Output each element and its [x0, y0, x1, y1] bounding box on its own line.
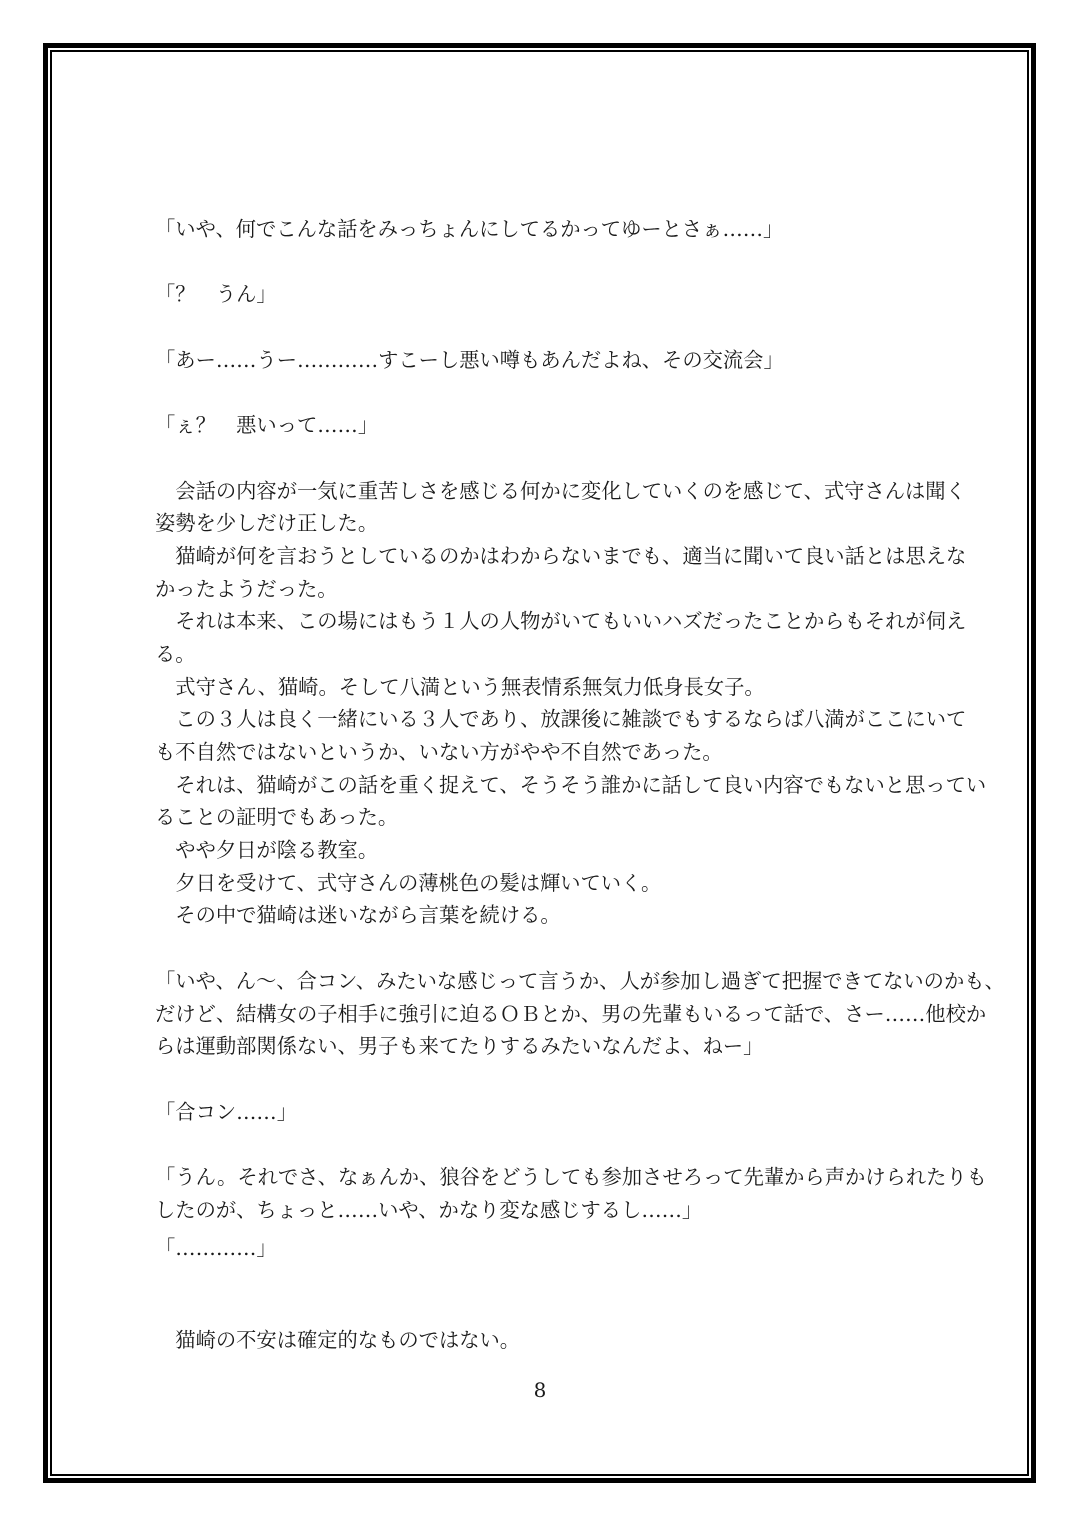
- text-line: それは、猫崎がこの話を重く捉えて、そうそう誰かに話して良い内容でもないと思ってい: [155, 772, 987, 797]
- text-line: 「いや、ん～、合コン、みたいな感じって言うか、人が参加し過ぎて把握できてないのかも、: [155, 968, 1005, 993]
- text-line: も不自然ではないというか、いない方がやや不自然であった。: [155, 740, 723, 764]
- blank-line: [155, 1063, 945, 1096]
- blank-line: [155, 1292, 945, 1325]
- text-line: 夕日を受けて、式守さんの薄桃色の髪は輝いていく。: [155, 870, 662, 895]
- blank-line: [155, 246, 945, 279]
- text-line: 猫崎の不安は確定的なものではない。: [155, 1328, 521, 1353]
- text-line: 「うん。それでさ、なぁんか、狼谷をどうしても参加させろって先輩から声かけられたりも: [155, 1164, 987, 1189]
- text-line: それは本来、この場にはもう１人の人物がいてもいいハズだったことからもそれが伺え: [155, 609, 967, 634]
- text-line: したのが、ちょっと……いや、かなり変な感じするし……」: [155, 1197, 703, 1222]
- blank-line: [155, 1128, 945, 1161]
- text-line: る。: [155, 641, 196, 666]
- text-line: その中で猫崎は迷いながら言葉を続ける。: [155, 903, 561, 928]
- blank-line: [155, 376, 945, 409]
- text-line: 「合コン……」: [155, 1099, 297, 1124]
- text-line: 「ぇ？ 悪いって……」: [155, 413, 379, 438]
- text-line: 猫崎が何を言おうとしているのかはわからないまでも、適当に聞いて良い話とは思えな: [155, 543, 967, 568]
- text-line: 「？ うん」: [155, 282, 277, 307]
- text-line: ることの証明でもあった。: [155, 805, 399, 830]
- text-line: 式守さん、猫崎。そして八満という無表情系無気力低身長女子。: [155, 674, 765, 699]
- text-line: この３人は良く一緒にいる３人であり、放課後に雑談でもするならば八満がここにいて: [155, 707, 967, 732]
- blank-line: [155, 442, 945, 475]
- blank-line: [155, 932, 945, 965]
- text-line: 「あー……うー…………すこーし悪い噂もあんだよね、その交流会」: [155, 347, 784, 372]
- text-line: 「いや、何でこんな話をみっちょんにしてるかってゆーとさぁ……」: [155, 217, 784, 241]
- text-line: 会話の内容が一気に重苦しさを感じる何かに変化していくのを感じて、式守さんは聞く: [155, 478, 966, 503]
- text-line: らは運動部関係ない、男子も来てたりするみたいなんだよ、ねー」: [155, 1034, 764, 1059]
- text-line: かったようだった。: [155, 576, 338, 601]
- text-line: だけど、結構女の子相手に強引に迫るＯＢとか、男の先輩もいるって話で、さー……他校か: [155, 1001, 987, 1026]
- text-line: 姿勢を少しだけ正した。: [155, 511, 379, 536]
- text-line: やや夕日が陰る教室。: [155, 838, 379, 863]
- page-number: 8: [533, 1378, 547, 1402]
- text-line: 「…………」: [155, 1236, 277, 1261]
- body-text: [155, 213, 1005, 1357]
- blank-line: [155, 311, 945, 344]
